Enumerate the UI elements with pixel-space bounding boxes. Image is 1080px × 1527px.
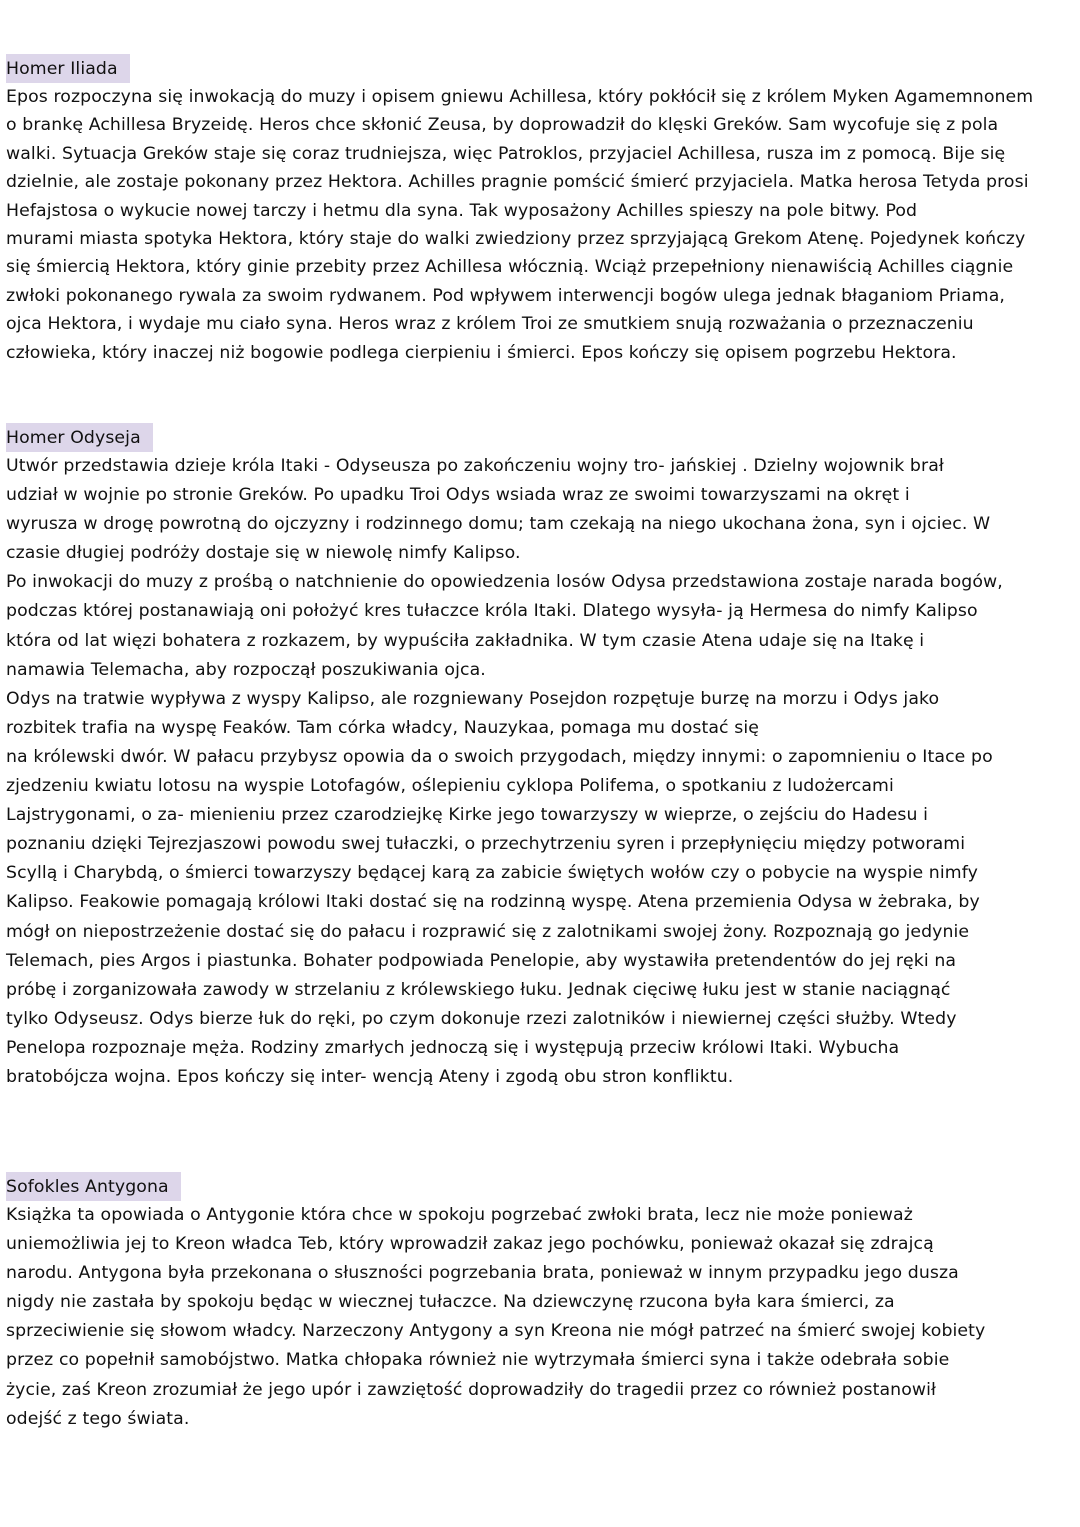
section-heading: Homer Iliada [6, 54, 130, 83]
section-iliada [6, 54, 1033, 367]
text-line: człowieka, który inaczej niż bogowie podlega cierpieniu i śmierci. Epos kończy się opisem pogrzebu Hektora. [6, 342, 957, 363]
section-body [6, 1201, 985, 1434]
text-line: wyrusza w drogę powrotną do ojczyzny i rodzinnego domu; tam czekają na niego ukochana żona, syn i ojciec. W [6, 514, 991, 535]
text-line: czasie długiej podróży dostaje się w niewolę nimfy Kalipso. [6, 543, 521, 564]
text-line: bratobójcza wojna. Epos kończy się inter- wencją Ateny i zgodą obu stron konfliktu. [6, 1066, 734, 1087]
text-line: namawia Telemacha, aby rozpoczął poszukiwania ojca. [6, 659, 486, 680]
text-line: o brankę Achillesa Bryzeidę. Heros chce skłonić Zeusa, by doprowadził do klęski Greków. Sam wycofuje się z pola [6, 115, 999, 136]
text-line: podczas której postanawiają oni położyć kres tułaczce króla Itaki. Dlatego wysyła- ją Hermesa do nimfy Kalipso [6, 601, 978, 622]
section-antygona [6, 1172, 985, 1434]
section-heading: Sofokles Antygona [6, 1172, 181, 1201]
text-line: ojca Hektora, i wydaje mu ciało syna. Heros wraz z królem Troi ze smutkiem snują rozważania o przeznaczeniu [6, 314, 974, 335]
section-odyseja [6, 423, 1003, 1092]
text-line: Hefajstosa o wykucie nowej tarczy i hetmu dla syna. Tak wyposażony Achilles spieszy na pole bitwy. Pod [6, 200, 918, 221]
text-line: zjedzeniu kwiatu lotosu na wyspie Lotofagów, oślepieniu cyklopa Polifema, o spotkaniu z ludożercami [6, 776, 894, 797]
text-line: się śmiercią Hektora, który ginie przebity przez Achillesa włócznią. Wciąż przepełniony nienawiścią Achilles ciągnie [6, 257, 1014, 278]
section-heading: Homer Odyseja [6, 423, 153, 452]
text-line: która od lat więzi bohatera z rozkazem, by wypuściła zakładnika. W tym czasie Atena udaje się na Itakę i [6, 630, 925, 651]
text-line: Po inwokacji do muzy z prośbą o natchnienie do opowiedzenia losów Odysa przedstawiona zostaje narada bogów, [6, 572, 1003, 593]
text-line: rozbitek trafia na wyspę Feaków. Tam córka władcy, Nauzykaa, pomaga mu dostać się [6, 717, 759, 738]
text-line: Utwór przedstawia dzieje króla Itaki - Odyseusza po zakończeniu wojny tro- jańskiej . Dzielny wojownik brał [6, 456, 944, 476]
text-line: narodu. Antygona była przekonana o słuszności pogrzebania brata, ponieważ w innym przypadku jego dusza [6, 1263, 959, 1284]
text-line: Odys na tratwie wypływa z wyspy Kalipso, ale rozgniewany Posejdon rozpętuje burzę na morzu i Odys jako [6, 688, 940, 709]
text-line: zwłoki pokonanego rywala za swoim rydwanem. Pod wpływem interwencji bogów ulega jednak błaganiom Priama, [6, 285, 1005, 306]
text-line: Telemach, pies Argos i piastunka. Bohater podpowiada Penelopie, aby wystawiła pretendentów do jej ręki na [6, 950, 957, 971]
text-line: próbę i zorganizowała zawody w strzelaniu z królewskiego łuku. Jednak cięciwę łuku jest w stanie naciągnąć [6, 979, 951, 1000]
text-line: Lajstrygonami, o za- mienieniu przez czarodziejkę Kirke jego towarzyszy w wieprze, o zejściu do Hadesu i [6, 805, 929, 826]
text-line: życie, zaś Kreon zrozumiał że jego upór i zawziętość doprowadziły do tragedii przez co również postanowił [6, 1379, 937, 1400]
text-line: na królewski dwór. W pałacu przybysz opowia da o swoich przygodach, między innymi: o zapomnieniu o Itace po [6, 746, 993, 767]
text-line: sprzeciwienie się słowom władcy. Narzeczony Antygony a syn Kreona nie mógł patrzeć na śmierć swojej kobiety [6, 1321, 986, 1342]
text-line: walki. Sytuacja Greków staje się coraz trudniejsza, więc Patroklos, przyjaciel Achillesa, rusza im z pomocą. Bije się [6, 143, 1006, 164]
text-line: udział w wojnie po stronie Greków. Po upadku Troi Odys wsiada wraz ze swoimi towarzyszami na okręt i [6, 485, 910, 506]
section-body [6, 452, 1003, 1092]
text-line: Scyllą i Charybdą, o śmierci towarzyszy będącej karą za zabicie świętych wołów czy o pobycie na wyspie nimfy [6, 863, 978, 884]
text-line: Penelopa rozpoznaje męża. Rodziny zmarłych jednoczą się i występują przeciw królowi Itaki. Wybucha [6, 1037, 900, 1058]
text-line: poznaniu dzięki Tejrezjaszowi powodu swej tułaczki, o przechytrzeniu syren i przepłynięciu między potworami [6, 834, 966, 855]
text-line: Epos rozpoczyna się inwokacją do muzy i opisem gniewu Achillesa, który pokłócił się z królem Myken Agamemnonem [6, 87, 1034, 107]
text-line: uniemożliwia jej to Kreon władca Teb, który wprowadził zakaz jego pochówku, ponieważ okazał się zdrajcą [6, 1234, 934, 1255]
text-line: odejść z tego świata. [6, 1408, 190, 1429]
text-line: mógł on niepostrzeżenie dostać się do pałacu i rozprawić się z zalotnikami swojej żony. Rozpoznają go jedynie [6, 921, 970, 942]
text-line: Kalipso. Feakowie pomagają królowi Itaki dostać się na rodzinną wyspę. Atena przemienia Odysa w żebraka, by [6, 892, 980, 913]
text-line: murami miasta spotyka Hektora, który staje do walki zwiedziony przez sprzyjającą Grekom Atenę. Pojedynek kończy [6, 228, 1026, 249]
text-line: przez co popełnił samobójstwo. Matka chłopaka również nie wytrzymała śmierci syna i także odebrała sobie [6, 1350, 950, 1371]
text-line: dzielnie, ale zostaje pokonany przez Hektora. Achilles pragnie pomścić śmierć przyjaciela. Matka herosa Tetyda prosi [6, 172, 1029, 193]
text-line: tylko Odyseusz. Odys bierze łuk do ręki, po czym dokonuje rzezi zalotników i niewiernej części służby. Wtedy [6, 1008, 957, 1029]
text-line: nigdy nie zastała by spokoju będąc w wiecznej tułaczce. Na dziewczynę rzucona była kara śmierci, za [6, 1292, 895, 1313]
section-body [6, 83, 1033, 367]
text-line: Książka ta opowiada o Antygonie która chce w spokoju pogrzebać zwłoki brata, lecz nie może ponieważ [6, 1205, 913, 1225]
